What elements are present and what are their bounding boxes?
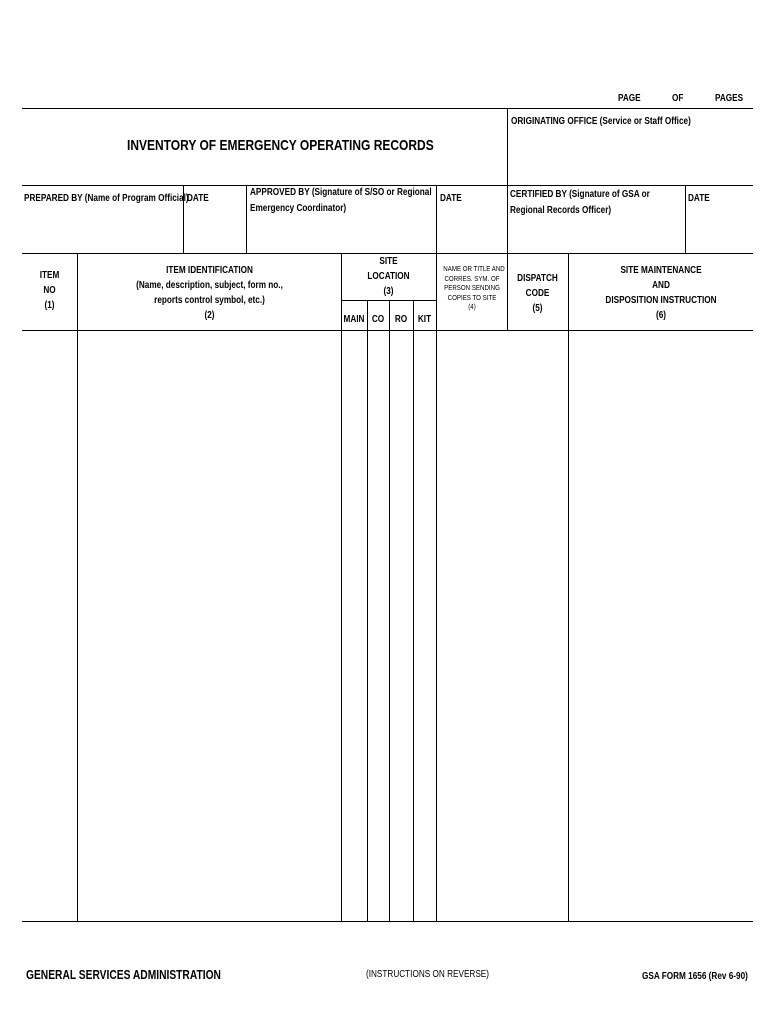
- top-rule: [22, 108, 753, 109]
- main-co-divider: [367, 300, 368, 922]
- site-location-line1: SITE: [379, 256, 398, 267]
- item-no-header: [22, 269, 77, 312]
- item-identification-header: [78, 264, 341, 322]
- dispatch-line1: DISPATCH: [517, 273, 558, 284]
- maintenance-line1: SITE MAINTENANCE: [620, 265, 702, 276]
- item-id-line3: reports control symbol, etc.): [154, 295, 265, 306]
- originating-office-label: ORIGINATING OFFICE (Service or Staff Office): [511, 116, 691, 127]
- item-id-line2: (Name, description, subject, form no.,: [136, 280, 283, 291]
- name-title-line5: (4): [468, 302, 476, 311]
- maintenance-line3: DISPOSITION INSTRUCTION: [605, 295, 717, 306]
- item-id-divider: [341, 253, 342, 922]
- site-ro-header: RO: [394, 314, 408, 325]
- site-maintenance-header: [569, 264, 753, 322]
- site-co-header: CO: [371, 314, 385, 325]
- prepared-date-label: DATE: [187, 193, 209, 204]
- instructions-note: (INSTRUCTIONS ON REVERSE): [366, 969, 490, 980]
- table-bottom-rule: [22, 921, 753, 922]
- maintenance-line2: AND: [652, 280, 670, 291]
- dispatch-line3: (5): [532, 303, 543, 314]
- dispatch-line2: CODE: [525, 288, 550, 299]
- approved-divider: [246, 185, 247, 254]
- item-no-line2: NO: [43, 285, 56, 296]
- item-id-line1: ITEM IDENTIFICATION: [166, 265, 253, 276]
- ro-kit-divider: [413, 300, 414, 922]
- item-no-line1: ITEM: [39, 270, 60, 281]
- name-title-line2: CORRES. SYM. OF: [444, 273, 500, 283]
- certified-by-line1: CERTIFIED BY (Signature of GSA or: [510, 189, 650, 200]
- agency-name: GENERAL SERVICES ADMINISTRATION: [26, 968, 221, 982]
- prepared-by-label: PREPARED BY (Name of Program Official): [24, 193, 189, 204]
- site-location-line2: LOCATION: [367, 271, 410, 282]
- site-kit-header: KIT: [417, 314, 432, 325]
- approved-by-line1: APPROVED BY (Signature of S/SO or Regional: [250, 187, 432, 198]
- approved-by-line2: Emergency Coordinator): [250, 203, 347, 214]
- item-id-line4: (2): [204, 310, 215, 321]
- certified-date-label: DATE: [688, 193, 710, 204]
- column-header-top: [22, 253, 753, 254]
- name-title-line4: COPIES TO SITE: [447, 292, 497, 302]
- site-main-header: MAIN: [343, 314, 365, 325]
- page-label: PAGE: [618, 93, 641, 104]
- name-title-line3: PERSON SENDING: [444, 283, 500, 292]
- name-title-line1: NAME OR TITLE AND: [443, 264, 505, 273]
- item-no-divider: [77, 253, 78, 922]
- site-location-line3: (3): [383, 286, 394, 297]
- name-or-title-header: [437, 264, 507, 312]
- certified-by-line2: Regional Records Officer): [510, 205, 612, 216]
- site-location-header: [341, 255, 436, 298]
- form-title: INVENTORY OF EMERGENCY OPERATING RECORDS: [127, 137, 434, 154]
- form-number: GSA FORM 1656 (Rev 6-90): [642, 971, 748, 982]
- approved-date-label: DATE: [440, 193, 462, 204]
- dispatch-divider: [568, 253, 569, 922]
- pages-label: PAGES: [715, 93, 744, 104]
- dispatch-code-header: [507, 272, 568, 315]
- certified-date-divider: [685, 185, 686, 254]
- co-ro-divider: [389, 300, 390, 922]
- of-label: OF: [672, 93, 684, 104]
- item-no-line3: (1): [44, 300, 55, 311]
- maintenance-line4: (6): [655, 310, 667, 321]
- column-header-bottom: [22, 330, 753, 331]
